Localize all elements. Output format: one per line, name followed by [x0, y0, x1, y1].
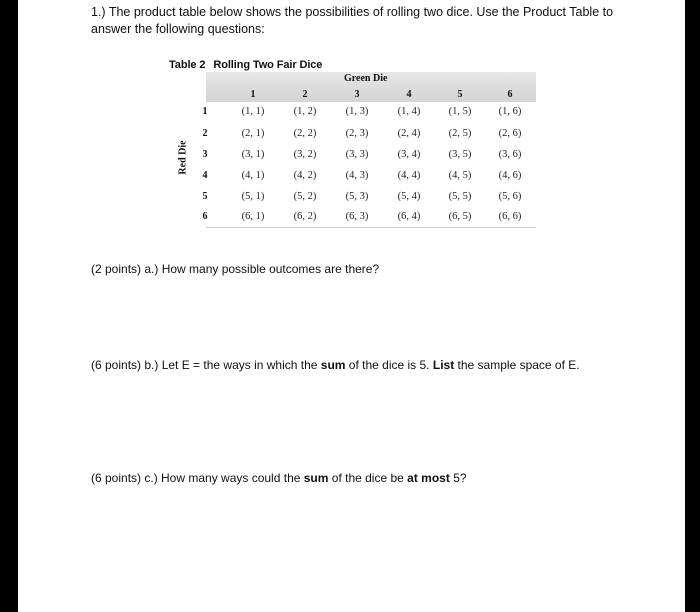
- column-header-5: 5: [457, 89, 463, 100]
- table-cell: (5, 4): [397, 191, 421, 202]
- table-cell: (4, 2): [293, 170, 317, 181]
- table-cell: (5, 1): [241, 191, 265, 202]
- red-die-label: Red Die: [177, 140, 189, 175]
- question-b: [91, 358, 580, 372]
- row-header-3: 3: [202, 149, 208, 160]
- table-cell: (6, 4): [397, 211, 421, 222]
- table-cell: (1, 1): [241, 106, 265, 117]
- table-cell: (3, 5): [448, 149, 472, 160]
- column-header-3: 3: [354, 89, 360, 100]
- question-c-suffix: 5?: [449, 471, 467, 485]
- question-c: [91, 471, 467, 485]
- table-cell: (1, 5): [448, 106, 472, 117]
- table-cell: (3, 4): [397, 149, 421, 160]
- table-title: Rolling Two Fair Dice: [213, 59, 323, 71]
- table-cell: (5, 3): [345, 191, 369, 202]
- column-header-2: 2: [302, 89, 308, 100]
- question-b-middle: of the dice is 5.: [345, 358, 433, 372]
- column-header-1: 1: [250, 89, 256, 100]
- table-cell: (2, 6): [498, 128, 522, 139]
- question-b-bold-list: List: [432, 358, 455, 372]
- question-c-bold-at-most: at most: [407, 471, 450, 485]
- table-cell: (6, 2): [293, 211, 317, 222]
- table-bottom-rule: [206, 227, 536, 228]
- table-caption: [169, 59, 322, 71]
- table-cell: (2, 4): [397, 128, 421, 139]
- table-cell: (6, 5): [448, 211, 472, 222]
- table-cell: (3, 1): [241, 149, 265, 160]
- question-c-middle: of the dice be: [328, 471, 408, 485]
- table-cell: (6, 3): [345, 211, 369, 222]
- row-header-2: 2: [202, 128, 208, 139]
- table-cell: (4, 3): [345, 170, 369, 181]
- table-number: Table 2: [169, 59, 206, 71]
- table-cell: (5, 2): [293, 191, 317, 202]
- table-cell: (3, 2): [293, 149, 317, 160]
- table-cell: (6, 6): [498, 211, 522, 222]
- green-die-label: Green Die: [344, 73, 388, 84]
- table-cell: (5, 6): [498, 191, 522, 202]
- question-a: (2 points) a.) How many possible outcomes are there?: [91, 262, 380, 276]
- question-c-prefix: (6 points) c.) How many ways could the: [91, 471, 304, 485]
- table-cell: (2, 1): [241, 128, 265, 139]
- row-header-5: 5: [202, 191, 208, 202]
- table-cell: (6, 1): [241, 211, 265, 222]
- row-header-6: 6: [202, 211, 208, 222]
- table-cell: (1, 3): [345, 106, 369, 117]
- table-cell: (4, 4): [397, 170, 421, 181]
- worksheet-page: [18, 0, 685, 612]
- row-header-1: 1: [202, 106, 208, 117]
- table-cell: (1, 4): [397, 106, 421, 117]
- table-cell: (1, 6): [498, 106, 522, 117]
- question-c-bold-sum: sum: [303, 471, 329, 485]
- question-b-bold-sum: sum: [320, 358, 346, 372]
- table-cell: (1, 2): [293, 106, 317, 117]
- column-header-6: 6: [507, 89, 513, 100]
- table-cell: (4, 6): [498, 170, 522, 181]
- table-cell: (3, 3): [345, 149, 369, 160]
- question-intro: 1.) The product table below shows the possibilities of rolling two dice. Use the Product Table to answer the following questions:: [91, 5, 614, 36]
- table-cell: (4, 1): [241, 170, 265, 181]
- table-cell: (3, 6): [498, 149, 522, 160]
- table-cell: (2, 3): [345, 128, 369, 139]
- question-b-prefix: (6 points) b.) Let E = the ways in which the: [91, 358, 321, 372]
- row-header-4: 4: [202, 170, 208, 181]
- table-cell: (5, 5): [448, 191, 472, 202]
- table-cell: (4, 5): [448, 170, 472, 181]
- column-header-4: 4: [406, 89, 412, 100]
- table-cell: (2, 5): [448, 128, 472, 139]
- question-b-suffix: the sample space of E.: [454, 358, 580, 372]
- table-cell: (2, 2): [293, 128, 317, 139]
